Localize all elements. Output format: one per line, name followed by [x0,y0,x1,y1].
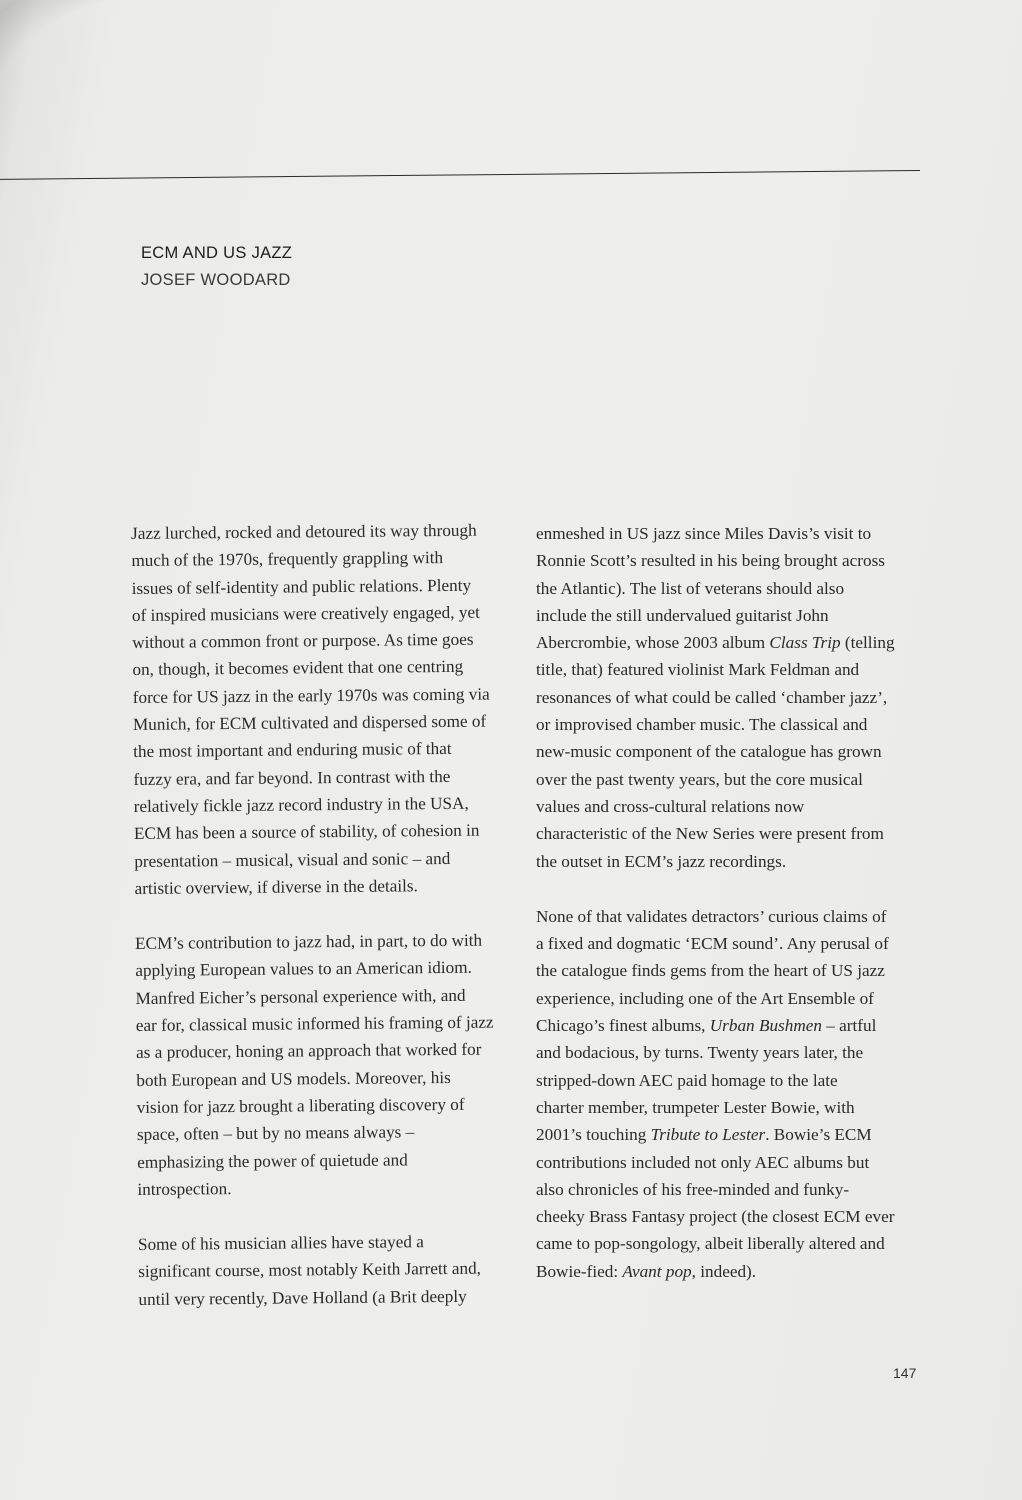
text-line: without a common front or purpose. As time goes [132,629,474,653]
text-line: title, that) featured violinist Mark Feldman and [536,660,860,680]
text-line: on, though, it becomes evident that one centring [132,657,464,680]
text-line: until very recently, Dave Holland (a Brit deeply [138,1286,467,1309]
text-line: ear for, classical music informed his framing of jazz [135,1012,494,1036]
page-number: 147 [893,1365,917,1381]
text-line: came to pop-songology, albeit liberally altered and [536,1234,885,1254]
text-line: Manfred Eicher’s personal experience with, and [135,985,466,1008]
text-line: cheeky Brass Fantasy project (the closest ECM ever [536,1207,895,1227]
text-line: stripped-down AEC paid homage to the late [536,1070,838,1090]
chapter-title: ECM AND US JAZZ [141,244,293,262]
text-line: Munich, for ECM cultivated and dispersed some of [132,711,487,735]
page-curl-shadow [0,0,160,120]
text-line: resonances of what could be called ‘chamber jazz’, [536,687,888,707]
text-line: introspection. [137,1178,232,1199]
right-column [536,520,921,1313]
text-line: ECM has been a source of stability, of cohesion in [133,820,480,844]
text-line: Ronnie Scott’s resulted in his being brought across [536,551,885,571]
text-line: much of the 1970s, frequently grappling with [131,548,444,571]
header-rule [0,170,920,180]
text-line: charter member, trumpeter Lester Bowie, with [536,1097,855,1117]
paragraph [536,520,921,875]
text-line: Some of his musician allies have stayed a [137,1232,424,1255]
text-line: the catalogue finds gems from the heart of US jazz [536,961,885,981]
chapter-author: JOSEF WOODARD [141,271,291,289]
paragraph [131,516,520,902]
text-line: significant course, most notably Keith Jarrett and, [138,1259,482,1282]
text-line: the most important and enduring music of that [133,739,452,762]
text-line: artistic overview, if diverse in the details. [134,876,418,898]
text-line: Jazz lurched, rocked and detoured its way through [131,520,477,543]
text-line: ECM’s contribution to jazz had, in part, to do with [134,930,483,954]
text-line: force for US jazz in the early 1970s was coming via [132,684,490,707]
text-line: experience, including one of the Art Ensemble of [536,988,874,1008]
paragraph [135,926,523,1203]
text-line: issues of self-identity and public relations. Plenty [131,575,472,598]
text-line: contributions included not only AEC albums but [536,1152,870,1172]
text-line: relatively fickle jazz record industry in the USA, [133,793,469,816]
text-line: Bowie-fied: Avant pop, indeed). [536,1261,757,1281]
text-line: also chronicles of his free-minded and funky- [536,1179,850,1199]
text-line: emphasizing the power of quietude and [137,1149,408,1172]
left-column [131,516,524,1341]
text-line: characteristic of the New Series were present from [536,824,884,844]
text-line: new-music component of the catalogue has grown [536,742,882,762]
text-line: 2001’s touching Tribute to Lester. Bowie’s ECM [536,1125,872,1145]
text-line: None of that validates detractors’ curious claims of [536,906,887,926]
text-line: as a producer, honing an approach that worked for [136,1040,482,1063]
text-line: include the still undervalued guitarist John [536,605,829,625]
text-line: over the past twenty years, but the core musical [536,769,863,789]
text-line: both European and US models. Moreover, his [136,1067,451,1090]
text-line: a fixed and dogmatic ‘ECM sound’. Any perusal of [536,934,889,954]
text-line: presentation – musical, visual and sonic – and [134,848,451,871]
text-line: or improvised chamber music. The classical and [536,715,868,735]
text-line: values and cross-cultural relations now [536,796,805,816]
text-line: of inspired musicians were creatively engaged, yet [131,602,480,625]
text-line: enmeshed in US jazz since Miles Davis’s visit to [536,524,872,543]
text-line: fuzzy era, and far beyond. In contrast with the [133,766,451,789]
text-line: Chicago’s finest albums, Urban Bushmen – artful [536,1016,877,1036]
text-line: Abercrombie, whose 2003 album Class Trip (telling [536,633,895,653]
text-line: the outset in ECM’s jazz recordings. [536,851,787,871]
chapter-heading [141,240,292,294]
text-line: space, often – but by no means always – [136,1122,415,1145]
text-line: and bodacious, by turns. Twenty years later, the [536,1043,864,1063]
paragraph [138,1227,524,1313]
text-line: applying European values to an American idiom. [135,958,472,981]
text-line: the Atlantic). The list of veterans should also [536,578,845,598]
text-line: vision for jazz brought a liberating discovery of [136,1094,465,1117]
paragraph [536,903,921,1285]
